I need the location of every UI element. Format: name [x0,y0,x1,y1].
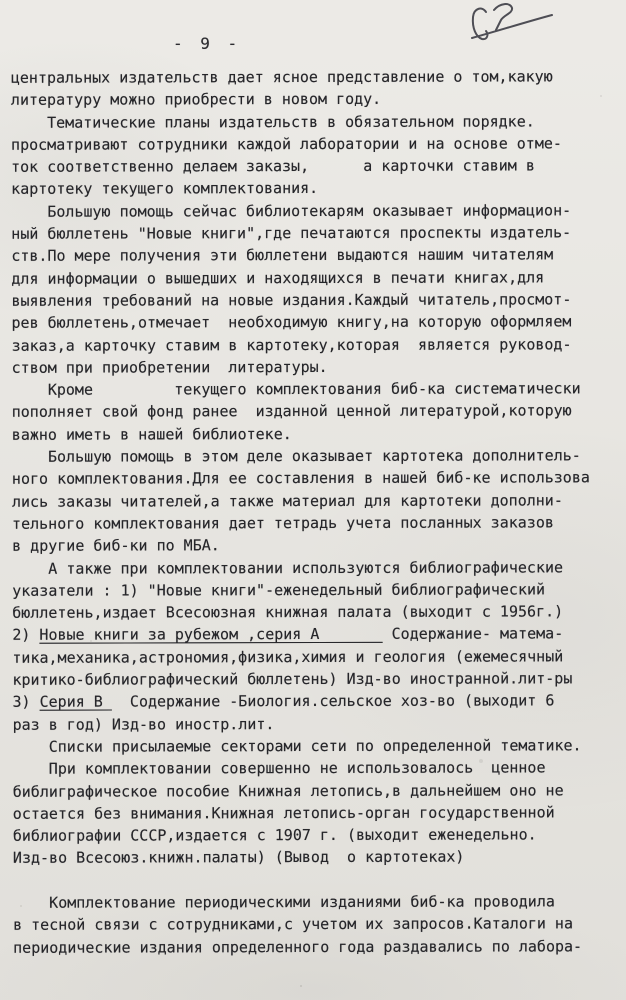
text-line [13,823,619,847]
text-segment: тельного комплектования дает тетрадь учета посланных заказов [12,513,554,533]
text-line [11,310,617,334]
text-line [12,511,618,535]
text-segment: ств.По мере получения эти бюллетени выдаются нашим читателям [11,245,554,266]
text-line [12,355,618,379]
text-segment: раз в год) Изд-во иностр.лит. [12,714,275,734]
text-segment: Тематические планы издательств в обязательном порядке. [10,112,535,132]
text-segment: Списки присылаемые секторами сети по определенной тематике. [12,736,582,756]
text-segment: указатели : 1) "Новые книги"-еженедельный библиографический [12,580,546,600]
text-segment: Содержание -Биология.сельское хоз-во (выходит 6 [111,691,555,711]
text-line [11,110,617,134]
text-segment: Содержание- матема- [382,624,564,644]
text-segment: критико-библиографический бюллетень) Изд-во иностранной.лит-ры [12,669,573,689]
typewritten-text-block [11,65,619,958]
underlined-text-segment: Новые книги за рубежом ,серия А [39,625,320,645]
text-line [12,489,618,513]
text-line [11,177,617,201]
text-segment: ток соответственно делаем заказы, а карточки ставим в [11,156,535,176]
text-segment: центральных издательств дает ясное представление о том,какую [10,67,553,87]
underlined-text-segment [319,625,382,643]
text-line [12,333,618,357]
text-line [12,422,618,446]
text-line [13,846,619,870]
text-segment: периодические издания определенного года раздавались по лабора- [13,936,583,957]
text-segment: Большую помощь в этом деле оказывает картотека дополнитель- [11,446,581,466]
text-segment: тика,механика,астрономия,физика,химия и геология (ежемесячный [12,647,564,667]
text-line [11,154,617,178]
text-line [11,288,617,312]
text-line [12,578,618,602]
text-segment: рев бюллетень,отмечает необходимую книгу,на которую оформляем [11,312,572,333]
text-segment: бюллетень,издает Всесоюзная книжная палата (выходит с 1956г.) [12,602,564,622]
text-segment: ного комплектования.Для ее составления в нашей биб-ке использова [11,468,590,489]
text-segment: ством при приобретении литературы. [11,357,328,377]
text-segment: литературу можно приобрести в новом году. [10,90,382,110]
text-line [11,199,617,223]
text-segment: 3) [12,693,40,712]
text-segment: лись заказы читателей,а также материал для картотеки дополни- [11,490,563,511]
text-segment: важно иметь в нашей библиотеке. [11,424,292,444]
text-line [13,756,619,780]
text-line [13,801,619,825]
text-line [11,244,617,268]
text-line [11,221,617,245]
text-segment: Большую помощь сейчас библиотекарям оказывает информацион- [11,201,572,221]
text-line [12,690,618,714]
text-line [11,88,617,112]
text-line [13,734,619,758]
text-line [12,556,618,580]
text-segment: просматривают сотрудники каждой лаборатории и на основе отме- [11,134,562,154]
text-line [12,467,618,491]
text-segment: картотеку текущего комплектования. [11,179,319,199]
text-line [12,645,618,669]
text-segment: Комплектование периодическими изданиями биб-ка проводила [12,892,555,912]
text-line [12,623,618,647]
text-segment: 2) [12,626,40,645]
text-line [12,400,618,424]
text-segment: Кроме текущего комплектования биб-ка систематически [11,379,581,399]
text-line [13,779,619,803]
underlined-text-segment: Серия В [39,692,112,712]
text-segment: Изд-во Всесоюз.книжн.палаты) (Вывод о картотеках) [12,848,465,868]
text-segment: для информации о вышедших и находящихся в печати книгах,для [11,268,545,288]
text-segment: в тесной связи с сотрудниками,с учетом их запросов.Каталоги на [13,914,574,935]
text-segment: библиграфическое пособие Книжная летопись,в дальнейшем оно не [12,780,564,801]
text-segment: пополняет свой фонд ранее изданной ценной литературой,которую [11,401,572,422]
text-segment: остается без внимания.Книжная летопись-орган государственной [12,803,555,823]
text-line [13,868,619,892]
text-line [12,444,618,468]
text-line [12,667,618,691]
text-line [11,266,617,290]
text-line [12,533,618,557]
text-line [13,712,619,736]
text-line [12,600,618,624]
text-segment: ный бюллетень "Новые книги",где печатаются проспекты издатель- [11,223,572,243]
text-segment: библиографии СССР,издается с 1907 г. (выходит еженедельно. [12,825,537,845]
text-segment: выявления требований на новые издания.Каждый читатель,просмот- [11,290,572,310]
text-line [13,890,619,914]
text-segment: в другие биб-ки по МБА. [12,536,220,556]
text-segment: При комплектовании совершенно не использовалось ценное [12,758,546,778]
text-line [13,912,619,936]
text-segment: заказ,а карточку ставим в картотеку,которая является руковод- [11,334,572,355]
text-line [13,935,619,959]
text-line [11,132,617,156]
handwritten-mark-57 [452,0,562,50]
text-line [12,377,618,401]
text-line [11,65,617,89]
page-number: - 9 - [173,34,242,53]
text-segment: А также при комплектовании используются библиографические [12,557,564,578]
